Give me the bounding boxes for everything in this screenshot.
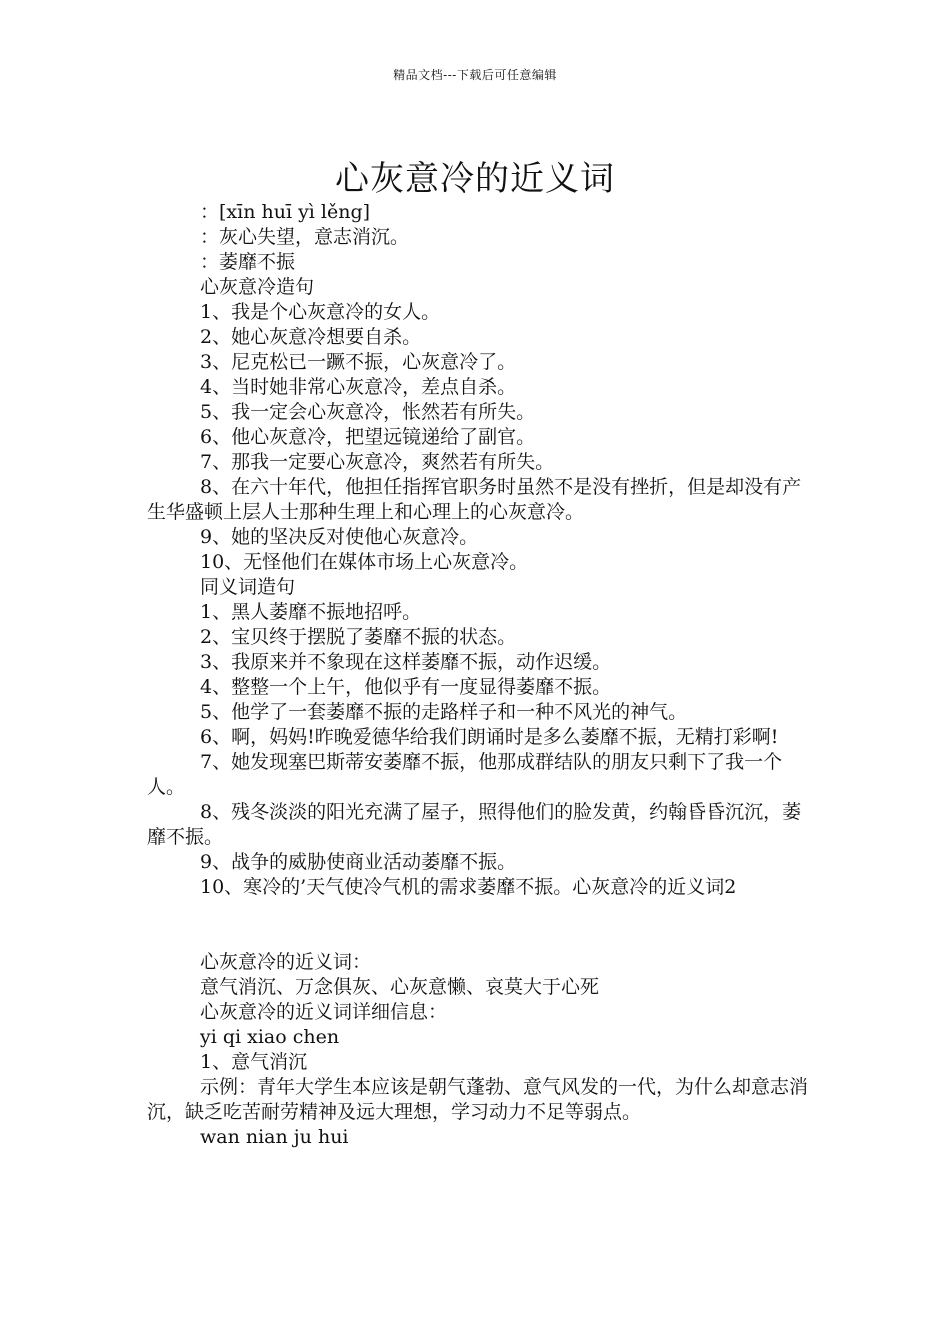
example-sentence: 3、我原来并不象现在这样萎靡不振，动作迟缓。 — [200, 651, 612, 673]
pinyin-line: yi qi xiao chen — [200, 1026, 340, 1048]
example-sentence: 2、宝贝终于摆脱了萎靡不振的状态。 — [200, 626, 517, 648]
example-sentence: 4、整整一个上午，他似乎有一度显得萎靡不振。 — [200, 676, 612, 698]
example-sentence: 2、她心灰意冷想要自杀。 — [200, 326, 422, 348]
definition-line: ：灰心失望，意志消沉。 — [200, 226, 410, 248]
example-sentence: 6、啊，妈妈!昨晚爱德华给我们朗诵时是多么萎靡不振，无精打彩啊! — [200, 726, 779, 748]
example-sentence: 10、寒冷的’天气使冷气机的需求萎靡不振。心灰意冷的近义词2 — [200, 876, 737, 898]
example-sentence: 7、她发现塞巴斯蒂安萎靡不振，他那成群结队的朋友只剩下了我一个人。 — [147, 751, 783, 798]
section-heading: 心灰意冷的近义词： — [200, 951, 372, 973]
example-sentence: 9、她的坚决反对使他心灰意冷。 — [200, 526, 479, 548]
example-sentence: 5、我一定会心灰意冷，怅然若有所失。 — [200, 401, 536, 423]
blank-space — [147, 900, 811, 950]
synonym-entry: 1、意气消沉 — [200, 1051, 308, 1073]
example-sentence: 6、他心灰意冷，把望远镜递给了副官。 — [200, 426, 536, 448]
pinyin-line: ：[xīn huī yì lěng] — [200, 201, 371, 223]
example-sentence: 9、战争的威胁使商业活动萎靡不振。 — [200, 851, 517, 873]
example-sentence: 8、在六十年代，他担任指挥官职务时虽然不是没有挫折，但是却没有产生华盛顿上层人士那种生理上和心理上的心灰意冷。 — [147, 476, 802, 523]
example-sentence: 4、当时她非常心灰意冷，差点自杀。 — [200, 376, 517, 398]
pinyin-line: wan nian ju hui — [200, 1126, 349, 1148]
example-paragraph: 示例：青年大学生本应该是朝气蓬勃、意气风发的一代，为什么却意志消沉，缺乏吃苦耐劳精神及远大理想，学习动力不足等弱点。 — [147, 1076, 809, 1123]
synonym-list: 意气消沉、万念俱灰、心灰意懒、哀莫大于心死 — [200, 976, 600, 998]
example-sentence: 7、那我一定要心灰意冷，爽然若有所失。 — [200, 451, 555, 473]
document-title: 心灰意冷的近义词 — [335, 158, 615, 199]
section-heading: 心灰意冷的近义词详细信息： — [200, 1001, 448, 1023]
section-heading: 同义词造句 — [200, 576, 296, 598]
document-body — [147, 200, 811, 1150]
section-heading: 心灰意冷造句 — [200, 276, 315, 298]
example-sentence: 8、残冬淡淡的阳光充满了屋子，照得他们的脸发黄，约翰昏昏沉沉，萎靡不振。 — [147, 801, 802, 848]
synonym-line: ：萎靡不振 — [200, 251, 296, 273]
page-header-note: 精品文档---下载后可任意编辑 — [393, 68, 557, 82]
example-sentence: 1、我是个心灰意冷的女人。 — [200, 301, 441, 323]
example-sentence: 3、尼克松已一蹶不振，心灰意冷了。 — [200, 351, 517, 373]
example-sentence: 10、无怪他们在媒体市场上心灰意冷。 — [200, 551, 529, 573]
example-sentence: 5、他学了一套萎靡不振的走路样子和一种不风光的神气。 — [200, 701, 688, 723]
example-sentence: 1、黑人萎靡不振地招呼。 — [200, 601, 422, 623]
